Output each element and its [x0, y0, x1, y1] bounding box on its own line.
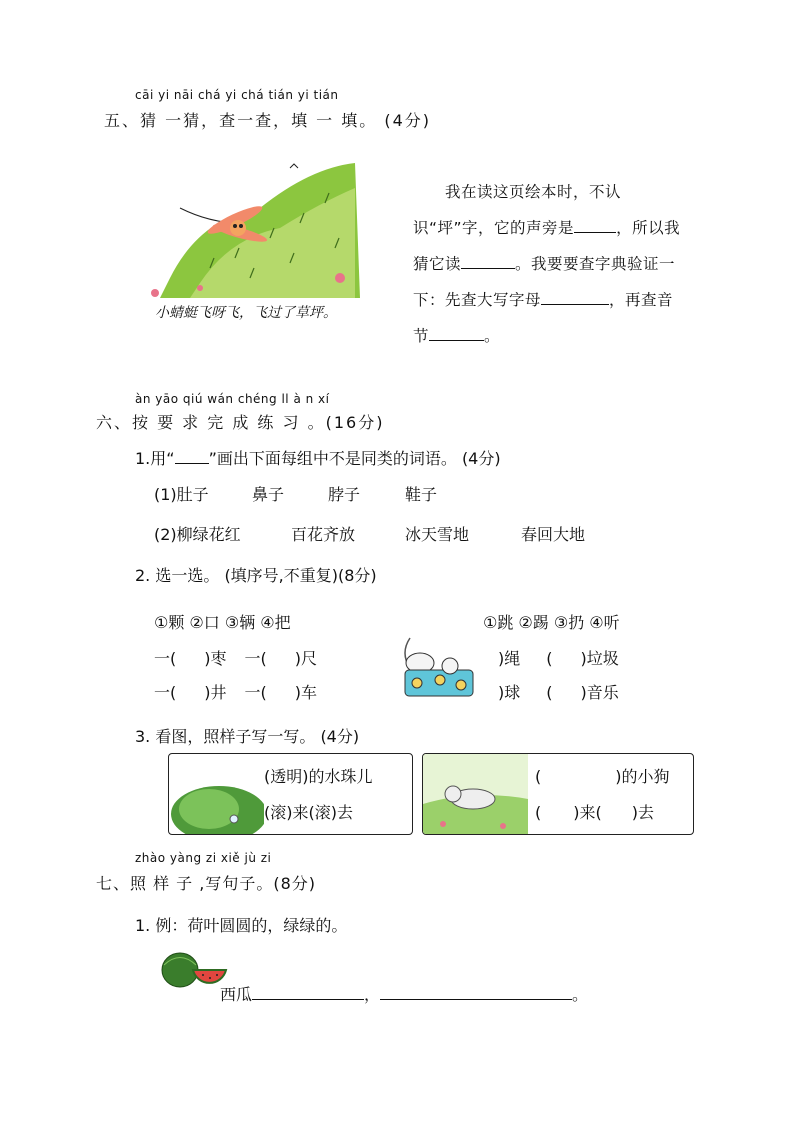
para-text-4: ，再查音节	[413, 291, 674, 345]
answer-blank-1[interactable]	[252, 985, 364, 1000]
q2-text: )井	[204, 683, 227, 702]
q2-left-row2	[154, 680, 317, 703]
q3-left-box	[168, 753, 413, 835]
q2-text: (	[546, 649, 553, 668]
para-text-2: ，所以我猜它读	[413, 219, 681, 273]
q3-right-line2	[535, 800, 654, 823]
answer-comma: ，	[364, 985, 381, 1004]
lotus-leaf-picture	[169, 754, 264, 834]
q2-text: (	[546, 683, 553, 702]
answer-end: 。	[572, 985, 589, 1004]
answer-prefix: 西瓜	[220, 985, 253, 1004]
q1-row1-word-2[interactable]: 鼻子	[252, 485, 285, 504]
q2-text: 一(	[244, 649, 267, 668]
para-text-5: 。	[484, 327, 501, 345]
q3-prompt: 3. 看图，照样子写一写。 (4分)	[135, 727, 360, 746]
q1-prompt	[135, 446, 501, 469]
para-text-3: 。我要要查字典验证一下：先查大写字母	[413, 255, 676, 309]
q2-text: )绳	[498, 649, 521, 668]
q1-row1-word-1[interactable]: (1)肚子	[154, 485, 209, 504]
q2-text: )枣	[204, 649, 227, 668]
q1-row1-word-3[interactable]: 脖子	[328, 485, 361, 504]
q1-prompt-a: 1.用“	[135, 449, 175, 468]
q1-row2-word-1[interactable]: (2)柳绿花红	[154, 525, 241, 544]
q1-prompt-b: ”画出下面每组中不是同类的词语。 (4分)	[208, 449, 501, 468]
q3-text: (	[535, 803, 542, 822]
example-sentence: 1. 例：荷叶圆圆的，绿绿的。	[135, 916, 348, 935]
blank-phonetic-part[interactable]	[574, 218, 616, 233]
q2-right-options: ①跳 ②踢 ③扔 ④听	[483, 613, 620, 632]
q2-text: )车	[294, 683, 317, 702]
q3-right-box	[422, 753, 694, 835]
q2-text: 一(	[154, 649, 177, 668]
puppy-picture	[423, 754, 528, 834]
q3-text: (	[535, 767, 542, 786]
q2-prompt: 2. 选一选。 (填序号,不重复)(8分)	[135, 566, 377, 585]
q2-left-row1	[154, 646, 317, 669]
q2-text: )垃圾	[580, 649, 619, 668]
q3-left-line2: (滚)来(滚)去	[264, 803, 353, 822]
q2-left-options: ①颗 ②口 ③辆 ④把	[154, 613, 291, 632]
section5-paragraph	[413, 174, 688, 354]
answer-sentence-line	[220, 982, 588, 1005]
q1-row2-word-3[interactable]: 冰天雪地	[405, 525, 470, 544]
picture-caption: 小蜻蜓飞呀飞，飞过了草坪。	[155, 305, 337, 321]
q2-text: 一(	[154, 683, 177, 702]
q1-row2-word-4[interactable]: 春回大地	[521, 525, 586, 544]
section5-pinyin: cāi yi nāi chá yi chá tián yi tián	[135, 88, 339, 102]
section6-title: 六、按 要 求 完 成 练 习 。(16分)	[96, 413, 385, 432]
q1-underline-sample	[175, 451, 209, 464]
section7-title: 七、照 样 子 ,写句子。(8分)	[96, 874, 317, 893]
blank-capital-letter[interactable]	[541, 290, 609, 305]
q1-row2-word-2[interactable]: 百花齐放	[291, 525, 356, 544]
section6-pinyin: àn yāo qiú wán chéng ll à n xí	[135, 392, 330, 406]
cat-in-tub-picture	[395, 628, 480, 700]
blank-syllable[interactable]	[429, 326, 484, 341]
q2-text: )球	[498, 683, 521, 702]
section5-title: 五、猜 一猜，查一查，填 一 填。 (4分)	[104, 111, 432, 130]
q2-right-row1	[498, 646, 619, 669]
answer-blank-2[interactable]	[380, 985, 572, 1000]
blank-guess-reading[interactable]	[461, 254, 515, 269]
q3-text: )去	[631, 803, 654, 822]
para-text-1: 我在读这页绘本时，不认识“坪”字，它的声旁是	[413, 183, 622, 237]
dragonfly-picture	[140, 148, 365, 328]
q3-left-line1: (透明)的水珠儿	[264, 767, 373, 786]
q2-text: )音乐	[580, 683, 619, 702]
q1-row1-word-4[interactable]: 鞋子	[405, 485, 438, 504]
q3-text: )的小狗	[615, 767, 670, 786]
q2-right-row2	[498, 680, 619, 703]
q2-text: 一(	[244, 683, 267, 702]
q3-text: )来(	[573, 803, 602, 822]
watermelon-picture	[158, 940, 228, 990]
q3-right-line1	[535, 764, 670, 787]
q2-text: )尺	[294, 649, 317, 668]
section7-pinyin: zhào yàng zi xiě jù zi	[135, 851, 272, 865]
